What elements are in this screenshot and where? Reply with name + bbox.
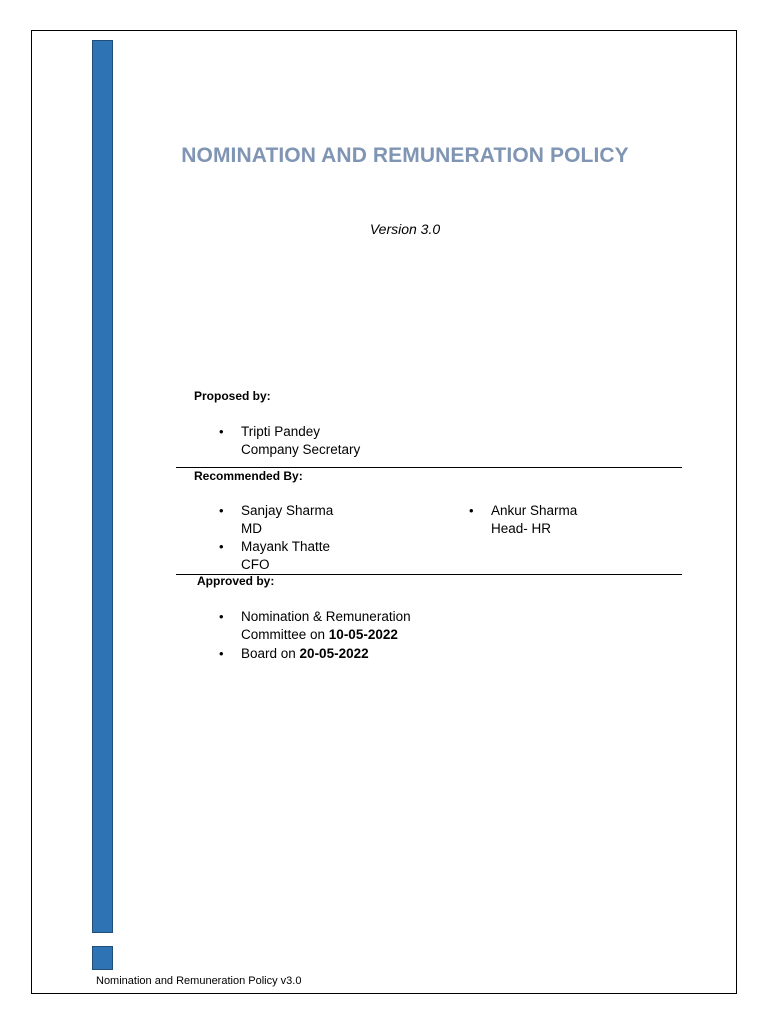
proposed-heading: Proposed by: (194, 389, 271, 403)
person-role: Company Secretary (241, 442, 361, 457)
bullet-icon: • (219, 539, 224, 554)
approved-item (219, 608, 411, 644)
document-title: NOMINATION AND REMUNERATION POLICY (181, 144, 629, 167)
page-footer: Nomination and Remuneration Policy v3.0 (96, 975, 302, 987)
approval-text: Board on (241, 646, 300, 661)
recommended-heading: Recommended By: (194, 469, 303, 483)
approval-line: Nomination & Remuneration (241, 609, 411, 624)
person-name: Tripti Pandey (241, 424, 321, 439)
approval-text: Committee on (241, 627, 329, 642)
person-name: Sanjay Sharma (241, 503, 334, 518)
recommended-item (219, 502, 334, 538)
page-border (31, 30, 737, 994)
proposed-item (219, 423, 361, 459)
recommended-item (219, 538, 331, 574)
approved-item (219, 645, 369, 663)
bullet-icon: • (219, 609, 224, 624)
approval-line (241, 626, 411, 644)
bullet-icon: • (219, 646, 224, 661)
recommended-item (469, 502, 578, 538)
bullet-icon: • (469, 503, 474, 518)
document-version: Version 3.0 (369, 221, 441, 237)
bullet-icon: • (219, 424, 224, 439)
section-divider (176, 467, 682, 468)
approved-heading: Approved by: (197, 574, 275, 588)
person-name: Ankur Sharma (491, 503, 578, 518)
person-role: Head- HR (491, 521, 552, 536)
approval-date: 10-05-2022 (328, 627, 398, 642)
person-role: MD (241, 521, 262, 536)
approval-line (241, 645, 369, 663)
person-role: CFO (241, 557, 270, 572)
decorative-side-bar (92, 40, 113, 933)
decorative-side-square (92, 946, 113, 970)
bullet-icon: • (219, 503, 224, 518)
approval-date: 20-05-2022 (299, 646, 369, 661)
person-name: Mayank Thatte (241, 539, 331, 554)
